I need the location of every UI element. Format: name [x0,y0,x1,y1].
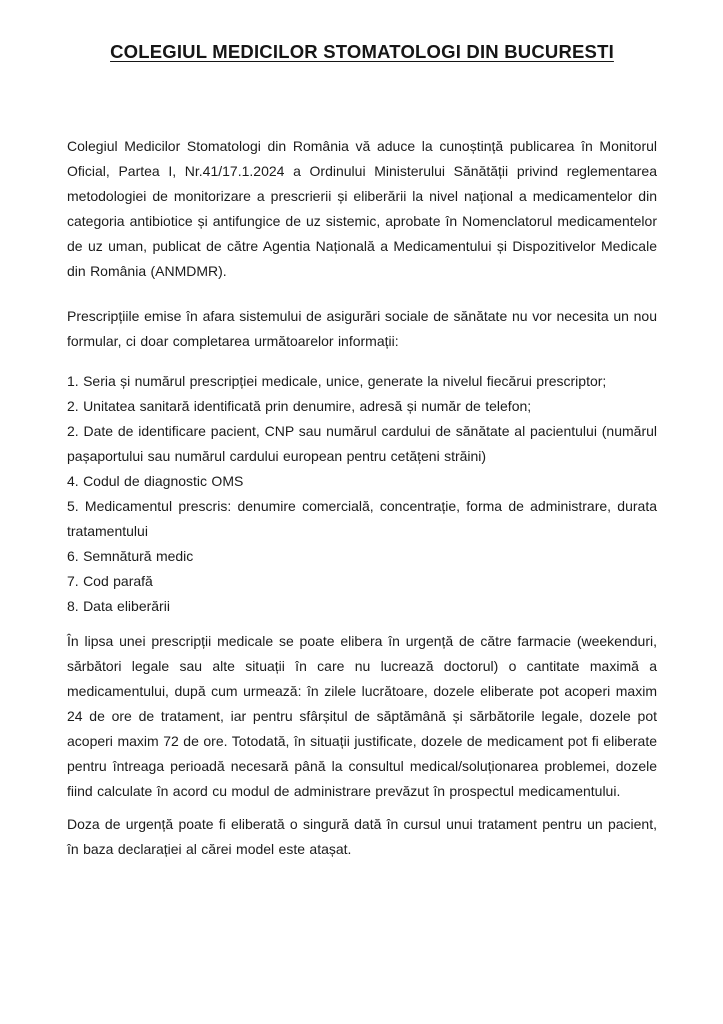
list-item-4: 4. Codul de diagnostic OMS [67,473,244,489]
list-item-7: 7. Cod parafă [67,573,153,589]
paragraph-prescriptions: Prescripțiile emise în afara sistemului de asigurări sociale de sănătate nu vor necesita un nou formular, ci doar completarea următoarelor informații: [67,308,657,349]
paragraph-intro: Colegiul Medicilor Stomatologi din România vă aduce la cunoștință publicarea în Monitorul Oficial, Partea I, Nr.41/17.1.2024 a Ordinului Ministerului Sănătății privind reglementarea metodologiei de monitorizare a prescrierii și eliberării la nivel național a medicamentelor din categoria antibiotice și antifungice de uz sistemic, aprobate în Nomenclatorul medicamentelor de uz uman, publicat de către Agentia Națională a Medicamentului și Dispozitivelor Medicale din România (ANMDMR). [67,138,657,279]
requirements-list [67,369,657,619]
paragraph-urgency: În lipsa unei prescripții medicale se poate elibera în urgență de către farmacie (weekenduri, sărbători legale sau alte situații în care nu lucrează doctorul) o cantitate maximă a medicamentului, după cum urmează: în zilele lucrătoare, dozele eliberate pot acoperi maxim 24 de ore de tratament, iar pentru sfârșitul de săptămână și sărbătorile legale, dozele pot acoperi maxim 72 de ore. Totodată, în situații justificate, dozele de medicament pot fi eliberate pentru întreaga perioadă necesară până la consultul medical/soluționarea problemei, dozele fiind calculate în acord cu modul de administrare prevăzut în prospectul medicamentului. [67,633,657,799]
list-item-2: 2. Unitatea sanitară identificată prin denumire, adresă și număr de telefon; [67,398,532,414]
list-item-3: 2. Date de identificare pacient, CNP sau numărul cardului de sănătate al pacientului (numărul pașaportului sau numărul cardului european pentru cetățeni străini) [67,423,657,464]
list-item-5: 5. Medicamentul prescris: denumire comercială, concentrație, forma de administrare, durata tratamentului [67,498,657,539]
list-item-8: 8. Data eliberării [67,598,170,614]
paragraph-closing: Doza de urgență poate fi eliberată o singură dată în cursul unui tratament pentru un pacient, în baza declarației al cărei model este atașat. [67,816,657,857]
list-item-1: 1. Seria și numărul prescripției medicale, unice, generate la nivelul fiecărui prescriptor; [67,373,607,389]
document-title: COLEGIUL MEDICILOR STOMATOLOGI DIN BUCURESTI [110,41,614,62]
list-item-6: 6. Semnătură medic [67,548,194,564]
